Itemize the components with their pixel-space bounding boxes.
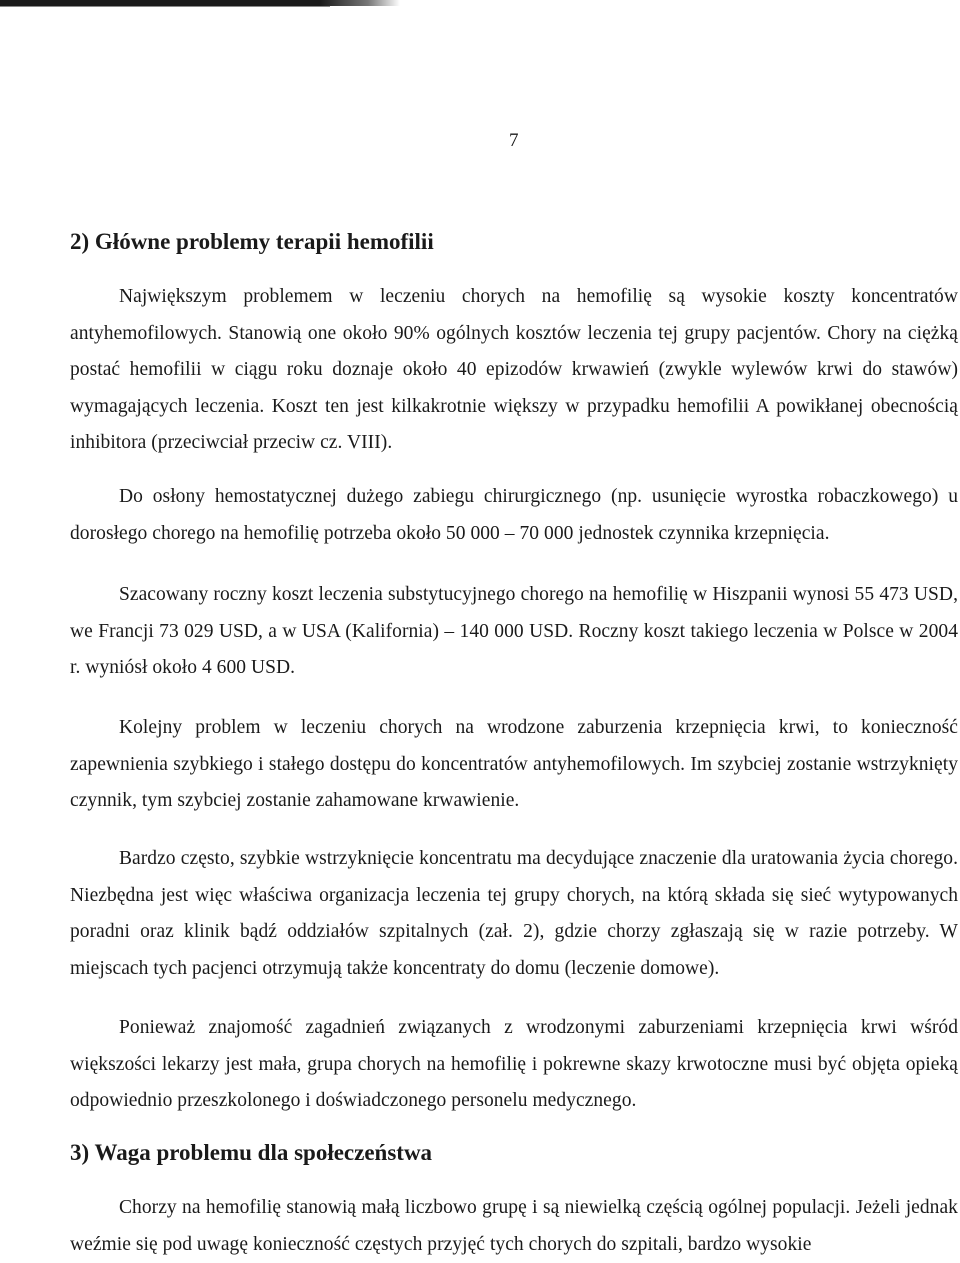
paragraph-costs: Największym problemem w leczeniu chorych na hemofilię są wysokie koszty koncentratów antyhemofilowych. Stanowią one około 90% ogólnych kosztów leczenia tej grupy pacjentów. Chory na ciężką postać hemofilii w ciągu roku doznaje około 40 epizodów krwawień (zwykle wylewów krwi do stawów) wymagających leczenia. Koszt ten jest kilkakrotnie większy w przypadku hemofilii A powikłanej obecnością inhibitora (przeciwciał przeciw cz. VIII). [70, 286, 958, 453]
page-number: 7 [509, 130, 519, 151]
paragraph-organization: Bardzo często, szybkie wstrzyknięcie koncentratu ma decydujące znaczenie dla uratowania życia chorego. Niezbędna jest więc właściwa organizacja leczenia tej grupy chorych, na którą składa się sieć wytypowanych poradni oraz klinik bądź oddziałów szpitalnych (zał. 2), gdzie chorzy zgłaszają się w razie potrzeby. W miejscach tych pacjenci otrzymują także koncentraty do domu (leczenie domowe). [70, 848, 958, 979]
paragraph-annual-cost: Szacowany roczny koszt leczenia substytucyjnego chorego na hemofilię w Hiszpanii wynosi 55 473 USD, we Francji 73 029 USD, a w USA (Kalifornia) – 140 000 USD. Roczny koszt takiego leczenia w Polsce w 2004 r. wyniósł około 4 600 USD. [70, 584, 958, 678]
section-heading-main-problems: 2) Główne problemy terapii hemofilii [70, 229, 434, 254]
paragraph-staff: Ponieważ znajomość zagadnień związanych z wrodzonymi zaburzeniami krzepnięcia krwi wśród większości lekarzy jest mała, grupa chorych na hemofilię i pokrewne skazy krwotoczne musi być objęta opieką odpowiednio przeszkolonego i doświadczonego personelu medycznego. [70, 1017, 958, 1111]
top-scan-rule-thin [0, 6, 330, 7]
section-heading-social-importance: 3) Waga problemu dla społeczeństwa [70, 1140, 433, 1165]
paragraph-population: Chorzy na hemofilię stanowią małą liczbowo grupę i są niewielką częścią ogólnej populacji. Jeżeli jednak weźmie się pod uwagę konieczność częstych przyjęć tych chorych do szpitali, bardzo wysokie [70, 1197, 958, 1255]
paragraph-access: Kolejny problem w leczeniu chorych na wrodzone zaburzenia krzepnięcia krwi, to konieczność zapewnienia szybkiego i stałego dostępu do koncentratów antyhemofilowych. Im szybciej zostanie wstrzyknięty czynnik, tym szybciej zostanie zahamowane krwawienie. [70, 717, 958, 811]
paragraph-surgery: Do osłony hemostatycznej dużego zabiegu chirurgicznego (np. usunięcie wyrostka robaczkowego) u dorosłego chorego na hemofilię potrzeba około 50 000 – 70 000 jednostek czynnika krzepnięcia. [70, 486, 958, 544]
